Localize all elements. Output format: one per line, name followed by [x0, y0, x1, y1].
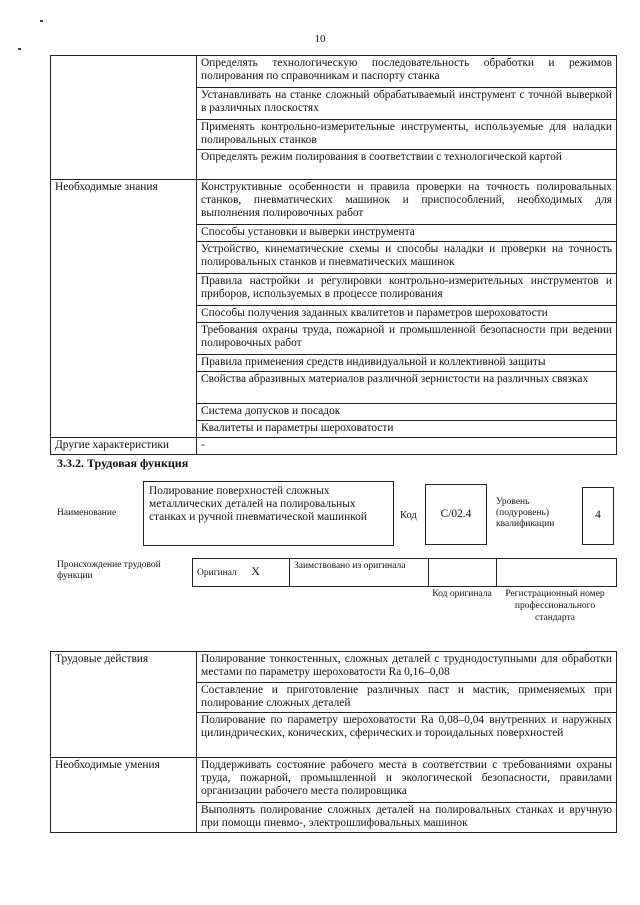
code-box [425, 484, 487, 545]
table-row [51, 88, 617, 120]
level-value: 4 [595, 509, 601, 521]
table-row [51, 372, 617, 404]
table-row [51, 150, 617, 180]
row-label [51, 120, 197, 150]
page-number: 10 [314, 33, 326, 45]
table-row [51, 120, 617, 150]
row-text: Применять контрольно-измерительные инструменты, используемые для наладки полировальных станков [197, 120, 617, 150]
table-row [51, 274, 617, 306]
row-label: Трудовые действия [51, 652, 197, 683]
row-label [51, 56, 197, 88]
row-label [51, 150, 197, 180]
row-text: Система допусков и посадок [197, 404, 617, 421]
table-row [51, 713, 617, 758]
row-text: Требования охраны труда, пожарной и промышленной безопасности при ведении полировочных работ [197, 323, 617, 355]
row-text: Свойства абразивных материалов различной зернистости на различных связках [197, 372, 617, 404]
row-label [51, 323, 197, 355]
borrowed-label: Заимствовано из оригинала [290, 559, 429, 587]
table-row [51, 421, 617, 438]
level-label: Уровень (подуровень) квалификации [496, 497, 555, 529]
scan-mark [40, 20, 43, 22]
original-label: Оригинал [197, 568, 237, 578]
table-row [51, 323, 617, 355]
row-label [51, 803, 197, 833]
row-text: Поддерживать состояние рабочего места в соответствии с требованиями охраны труда, пожарной, промышленной и экологической безопасности, правилами организации рабочего места полировщика [197, 758, 617, 803]
row-label [51, 421, 197, 438]
row-label: Необходимые знания [51, 180, 197, 225]
original-mark: Х [251, 564, 260, 578]
table-row [51, 652, 617, 683]
row-text: Определять режим полирования в соответствии с технологической картой [197, 150, 617, 180]
row-label [51, 355, 197, 372]
row-text: Составление и приготовление различных паст и мастик, применяемых при полирование сложных деталей [197, 683, 617, 713]
original-code-cell [429, 559, 497, 587]
table-row [51, 56, 617, 88]
row-text: Правила применения средств индивидуальной и коллективной защиты [197, 355, 617, 372]
row-label [51, 683, 197, 713]
actions-table [50, 651, 617, 833]
function-name: Полирование поверхностей сложных металлических деталей на полировальных станках и ручной пневматической машинкой [149, 485, 367, 523]
table-row [51, 242, 617, 274]
origin-label: Происхождение трудовой функции [57, 560, 161, 581]
row-text: Устанавливать на станке сложный обрабатываемый инструмент с точной выверкой в различных плоскостях [197, 88, 617, 120]
row-label [51, 242, 197, 274]
reg-number-caption: Регистрационный номер профессионального стандарта [505, 589, 605, 623]
name-label: Наименование [57, 508, 117, 518]
row-text: Определять технологическую последовательность обработки и режимов полирования по справочникам и паспорту станка [197, 56, 617, 88]
function-code: С/02.4 [440, 508, 472, 520]
row-text: Способы получения заданных квалитетов и параметров шероховатости [197, 306, 617, 323]
row-label [51, 713, 197, 758]
table-row [51, 803, 617, 833]
name-box [143, 481, 394, 546]
code-original-caption: Код оригинала [432, 589, 492, 599]
row-text: Квалитеты и параметры шероховатости [197, 421, 617, 438]
table-row [51, 355, 617, 372]
original-cell [193, 559, 290, 587]
table-row [51, 306, 617, 323]
knowledge-table [50, 55, 617, 455]
table-row [51, 225, 617, 242]
table-row [51, 683, 617, 713]
row-text: Конструктивные особенности и правила проверки на точность полировальных станков, пневматических машинок и приспособлений, необходимых для выполнения полировочных работ [197, 180, 617, 225]
row-text: - [197, 438, 617, 455]
row-text: Способы установки и выверки инструмента [197, 225, 617, 242]
origin-table [192, 558, 617, 587]
row-text: Полирование тонкостенных, сложных деталей с труднодоступными для обработки местами по параметру шероховатости Ra 0,16–0,08 [197, 652, 617, 683]
table-row [51, 758, 617, 803]
row-label [51, 88, 197, 120]
row-label [51, 372, 197, 404]
code-label: Код [400, 510, 417, 521]
row-label [51, 274, 197, 306]
row-label: Необходимые умения [51, 758, 197, 803]
level-box [582, 487, 614, 545]
row-label [51, 225, 197, 242]
row-label [51, 404, 197, 421]
row-label: Другие характеристики [51, 438, 197, 455]
table-row [51, 180, 617, 225]
row-text: Правила настройки и регулировки контрольно-измерительных инструментов и приборов, используемых в процессе полирования [197, 274, 617, 306]
scan-mark [18, 48, 21, 50]
table-row [51, 404, 617, 421]
row-text: Выполнять полирование сложных деталей на полировальных станках и вручную при помощи пневмо-, электрошлифовальных машинок [197, 803, 617, 833]
reg-number-cell [497, 559, 617, 587]
table-row [51, 438, 617, 455]
row-text: Устройство, кинематические схемы и способы наладки и проверки на точность полировальных станков и пневматических машинок [197, 242, 617, 274]
row-text: Полирование по параметру шероховатости Ra 0,08–0,04 внутренних и наружных цилиндрических, конических, сферических и тороидальных поверхностей [197, 713, 617, 758]
row-label [51, 306, 197, 323]
section-heading: 3.3.2. Трудовая функция [57, 456, 189, 470]
